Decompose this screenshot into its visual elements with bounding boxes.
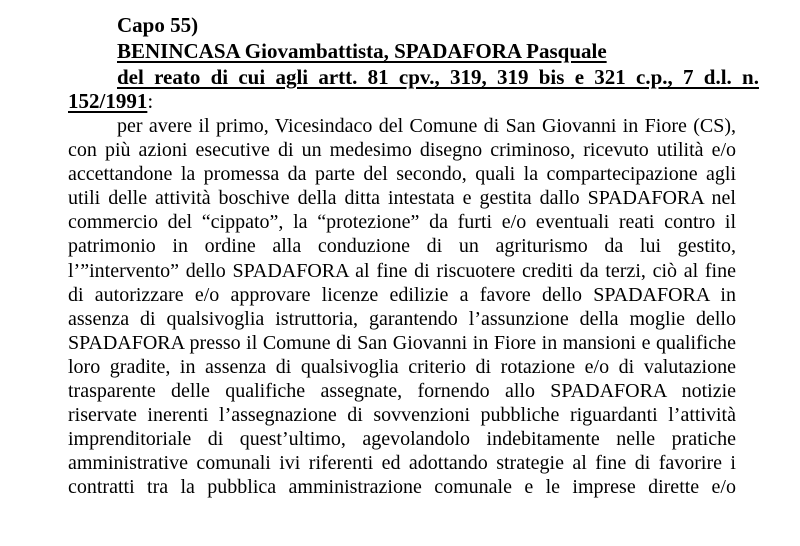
body-line: amministrative comunali ivi riferenti ed adottando strategie al fine di favorire i bbox=[68, 452, 736, 475]
body-line: imprenditoriale di quest’ultimo, agevolandolo indebitamente nelle pratiche bbox=[68, 428, 736, 451]
charges-decree-number: 152/1991 bbox=[68, 89, 148, 113]
charges-heading bbox=[68, 65, 759, 113]
charge-description bbox=[68, 114, 736, 500]
charges-colon: : bbox=[147, 89, 154, 113]
body-line: trasparente delle qualifiche assegnate, fornendo allo SPADAFORA notizie bbox=[68, 380, 736, 403]
body-line: assenza di qualsivoglia istruttoria, garantendo l’assunzione della moglie dello bbox=[68, 307, 736, 330]
body-line: SPADAFORA presso il Comune di San Giovanni in Fiore in mansioni e qualifiche bbox=[68, 331, 736, 354]
body-line: utili delle attività boschive della ditta intestata e gestita dallo SPADAFORA nel bbox=[68, 187, 736, 210]
charges-line-2 bbox=[68, 89, 736, 113]
body-line: l’”intervento” dello SPADAFORA al fine di riscuotere crediti da terzi, ciò al fine bbox=[68, 259, 736, 282]
body-line: contratti tra la pubblica amministrazione comunale e le imprese dirette e/o bbox=[68, 476, 736, 499]
body-line: loro gradite, in assenza di qualsivoglia criterio di rotazione e/o di valutazione bbox=[68, 355, 736, 378]
charges-line-1: del reato di cui agli artt. 81 cpv., 319, 319 bis e 321 c.p., 7 d.l. n. bbox=[117, 65, 759, 89]
body-line: con più azioni esecutive di un medesimo disegno criminoso, ricevuto utilità e/o bbox=[68, 139, 736, 162]
body-line: commercio del “cippato”, la “protezione” da furti e/o eventuali reati contro il bbox=[68, 211, 736, 234]
body-line: patrimonio in ordine alla conduzione di un agriturismo da lui gestito, bbox=[68, 235, 736, 258]
body-line: riservate inerenti l’assegnazione di sovvenzioni pubbliche riguardanti l’attività bbox=[68, 404, 736, 427]
body-line: di autorizzare e/o approvare licenze edilizie a favore dello SPADAFORA in bbox=[68, 283, 736, 306]
body-line: accettandone la promessa da parte del secondo, quali la compartecipazione agli bbox=[68, 163, 736, 186]
chapter-heading: Capo 55) bbox=[117, 13, 199, 37]
defendants-heading: BENINCASA Giovambattista, SPADAFORA Pasquale bbox=[117, 39, 607, 63]
body-line: per avere il primo, Vicesindaco del Comune di San Giovanni in Fiore (CS), bbox=[117, 115, 736, 137]
